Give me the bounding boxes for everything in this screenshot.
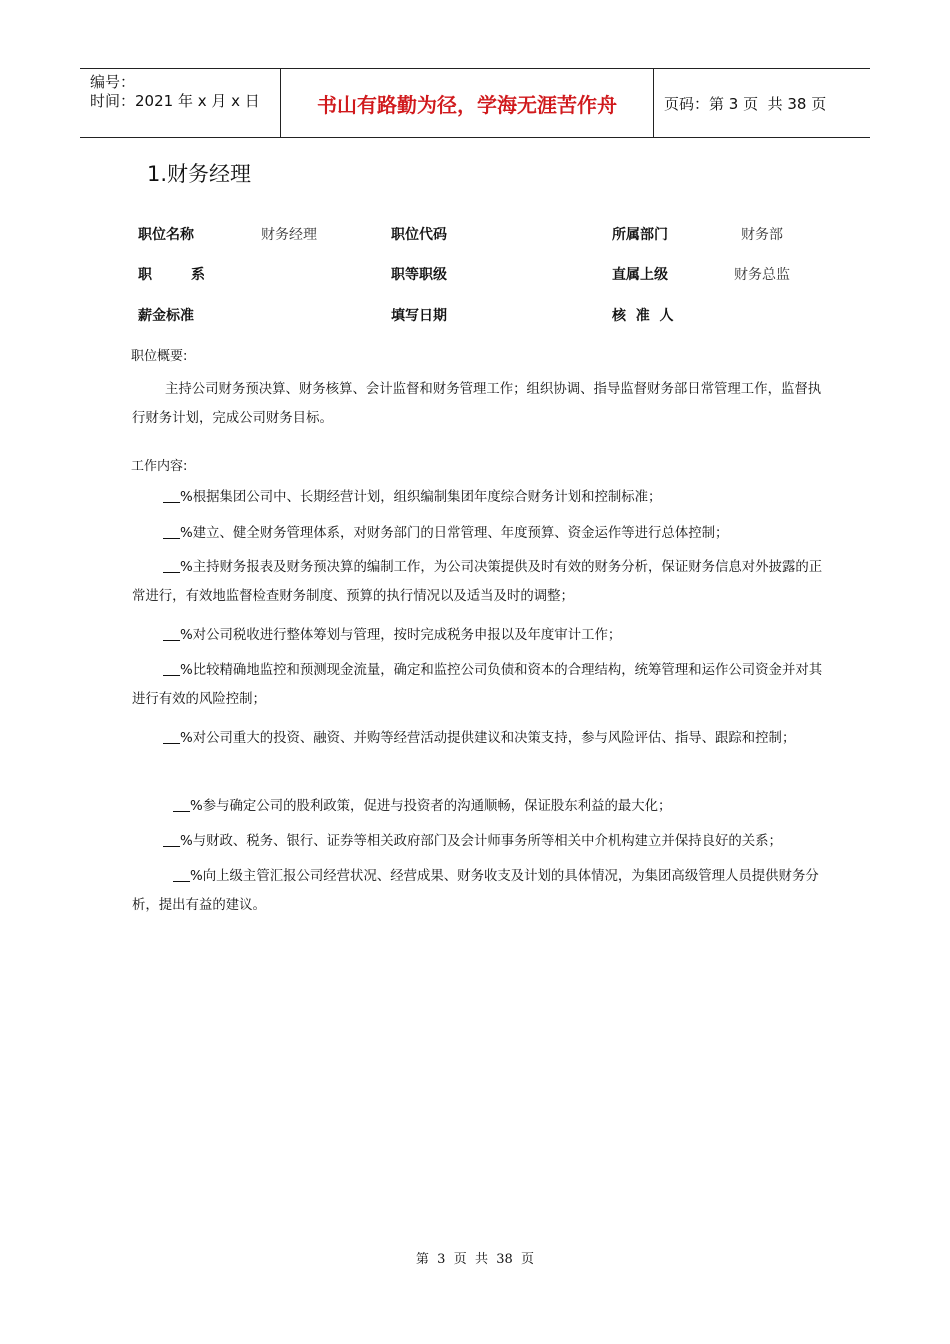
page-header [80, 68, 870, 138]
info-row-2 [0, 264, 950, 286]
info-row-3 [0, 305, 950, 327]
list-item: %主持财务报表及财务预决算的编制工作，为公司决策提供及时有效的财务分析，保证财务信息对外披露的正常进行，有效地监督检查财务制度、预算的执行情况以及适当及时的调整； [132, 560, 823, 604]
bullet-marker: % [180, 663, 193, 678]
bullet-marker: % [180, 560, 193, 575]
label-salary: 薪金标准 [138, 308, 194, 324]
value-position-name: 财务经理 [261, 227, 317, 243]
list-item: %根据集团公司中、长期经营计划，组织编制集团年度综合财务计划和控制标准； [132, 483, 832, 512]
list-item: %建立、健全财务管理体系，对财务部门的日常管理、年度预算、资金运作等进行总体控制； [132, 519, 832, 548]
list-item: %参与确定公司的股利政策，促进与投资者的沟通顺畅，保证股东利益的最大化； [132, 792, 832, 821]
bullet-marker: % [180, 526, 193, 541]
info-row-1 [0, 224, 950, 246]
overview-paragraph: 主持公司财务预决算、财务核算、会计监督和财务管理工作；组织协调、指导监督财务部日常管理工作，监督执行财务计划，完成公司财务目标。 [132, 382, 822, 426]
bullet-marker: % [180, 834, 193, 849]
time-label: 时间：2021 年 x 月 x 日 [90, 92, 260, 110]
label-grade: 职等职级 [391, 267, 447, 283]
list-item: %对公司税收进行整体筹划与管理，按时完成税务申报以及年度审计工作； [132, 621, 832, 650]
value-supervisor: 财务总监 [734, 267, 790, 283]
code-label: 编号： [90, 73, 136, 91]
list-item: %与财政、税务、银行、证券等相关政府部门及会计师事务所等相关中介机构建立并保持良好的关系； [132, 827, 832, 856]
header-motto [281, 69, 654, 137]
label-position-name: 职位名称 [138, 227, 194, 243]
work-heading: 工作内容: [131, 459, 188, 474]
bullet-marker: % [190, 799, 203, 814]
label-job-family: 职 系 [138, 267, 205, 283]
label-fill-date: 填写日期 [391, 308, 447, 324]
header-meta [80, 69, 281, 137]
value-department: 财务部 [741, 227, 783, 243]
label-supervisor: 直属上级 [612, 267, 668, 283]
label-approver: 核 准 人 [612, 308, 674, 324]
list-item: %对公司重大的投资、融资、并购等经营活动提供建议和决策支持，参与风险评估、指导、跟踪和控制； [132, 724, 832, 753]
page-label: 页码：第 3 页 共 38 页 [664, 94, 827, 113]
document-title: 1.财务经理 [147, 162, 252, 186]
bullet-marker: % [190, 869, 203, 884]
page-footer: 第 3 页 共 38 页 [415, 1252, 535, 1267]
label-department: 所属部门 [612, 227, 668, 243]
list-item: %比较精确地监控和预测现金流量，确定和监控公司负债和资本的合理结构，统筹管理和运作公司资金并对其进行有效的风险控制； [132, 663, 823, 707]
motto-text: 书山有路勤为径，学海无涯苦作舟 [317, 92, 617, 117]
bullet-marker: % [180, 731, 193, 746]
label-position-code: 职位代码 [391, 227, 447, 243]
overview-heading: 职位概要: [131, 349, 188, 364]
bullet-marker: % [180, 490, 193, 505]
bullet-marker: % [180, 628, 193, 643]
list-item: %向上级主管汇报公司经营状况、经营成果、财务收支及计划的具体情况，为集团高级管理人员提供财务分析，提出有益的建议。 [132, 869, 819, 913]
header-page [654, 69, 870, 137]
